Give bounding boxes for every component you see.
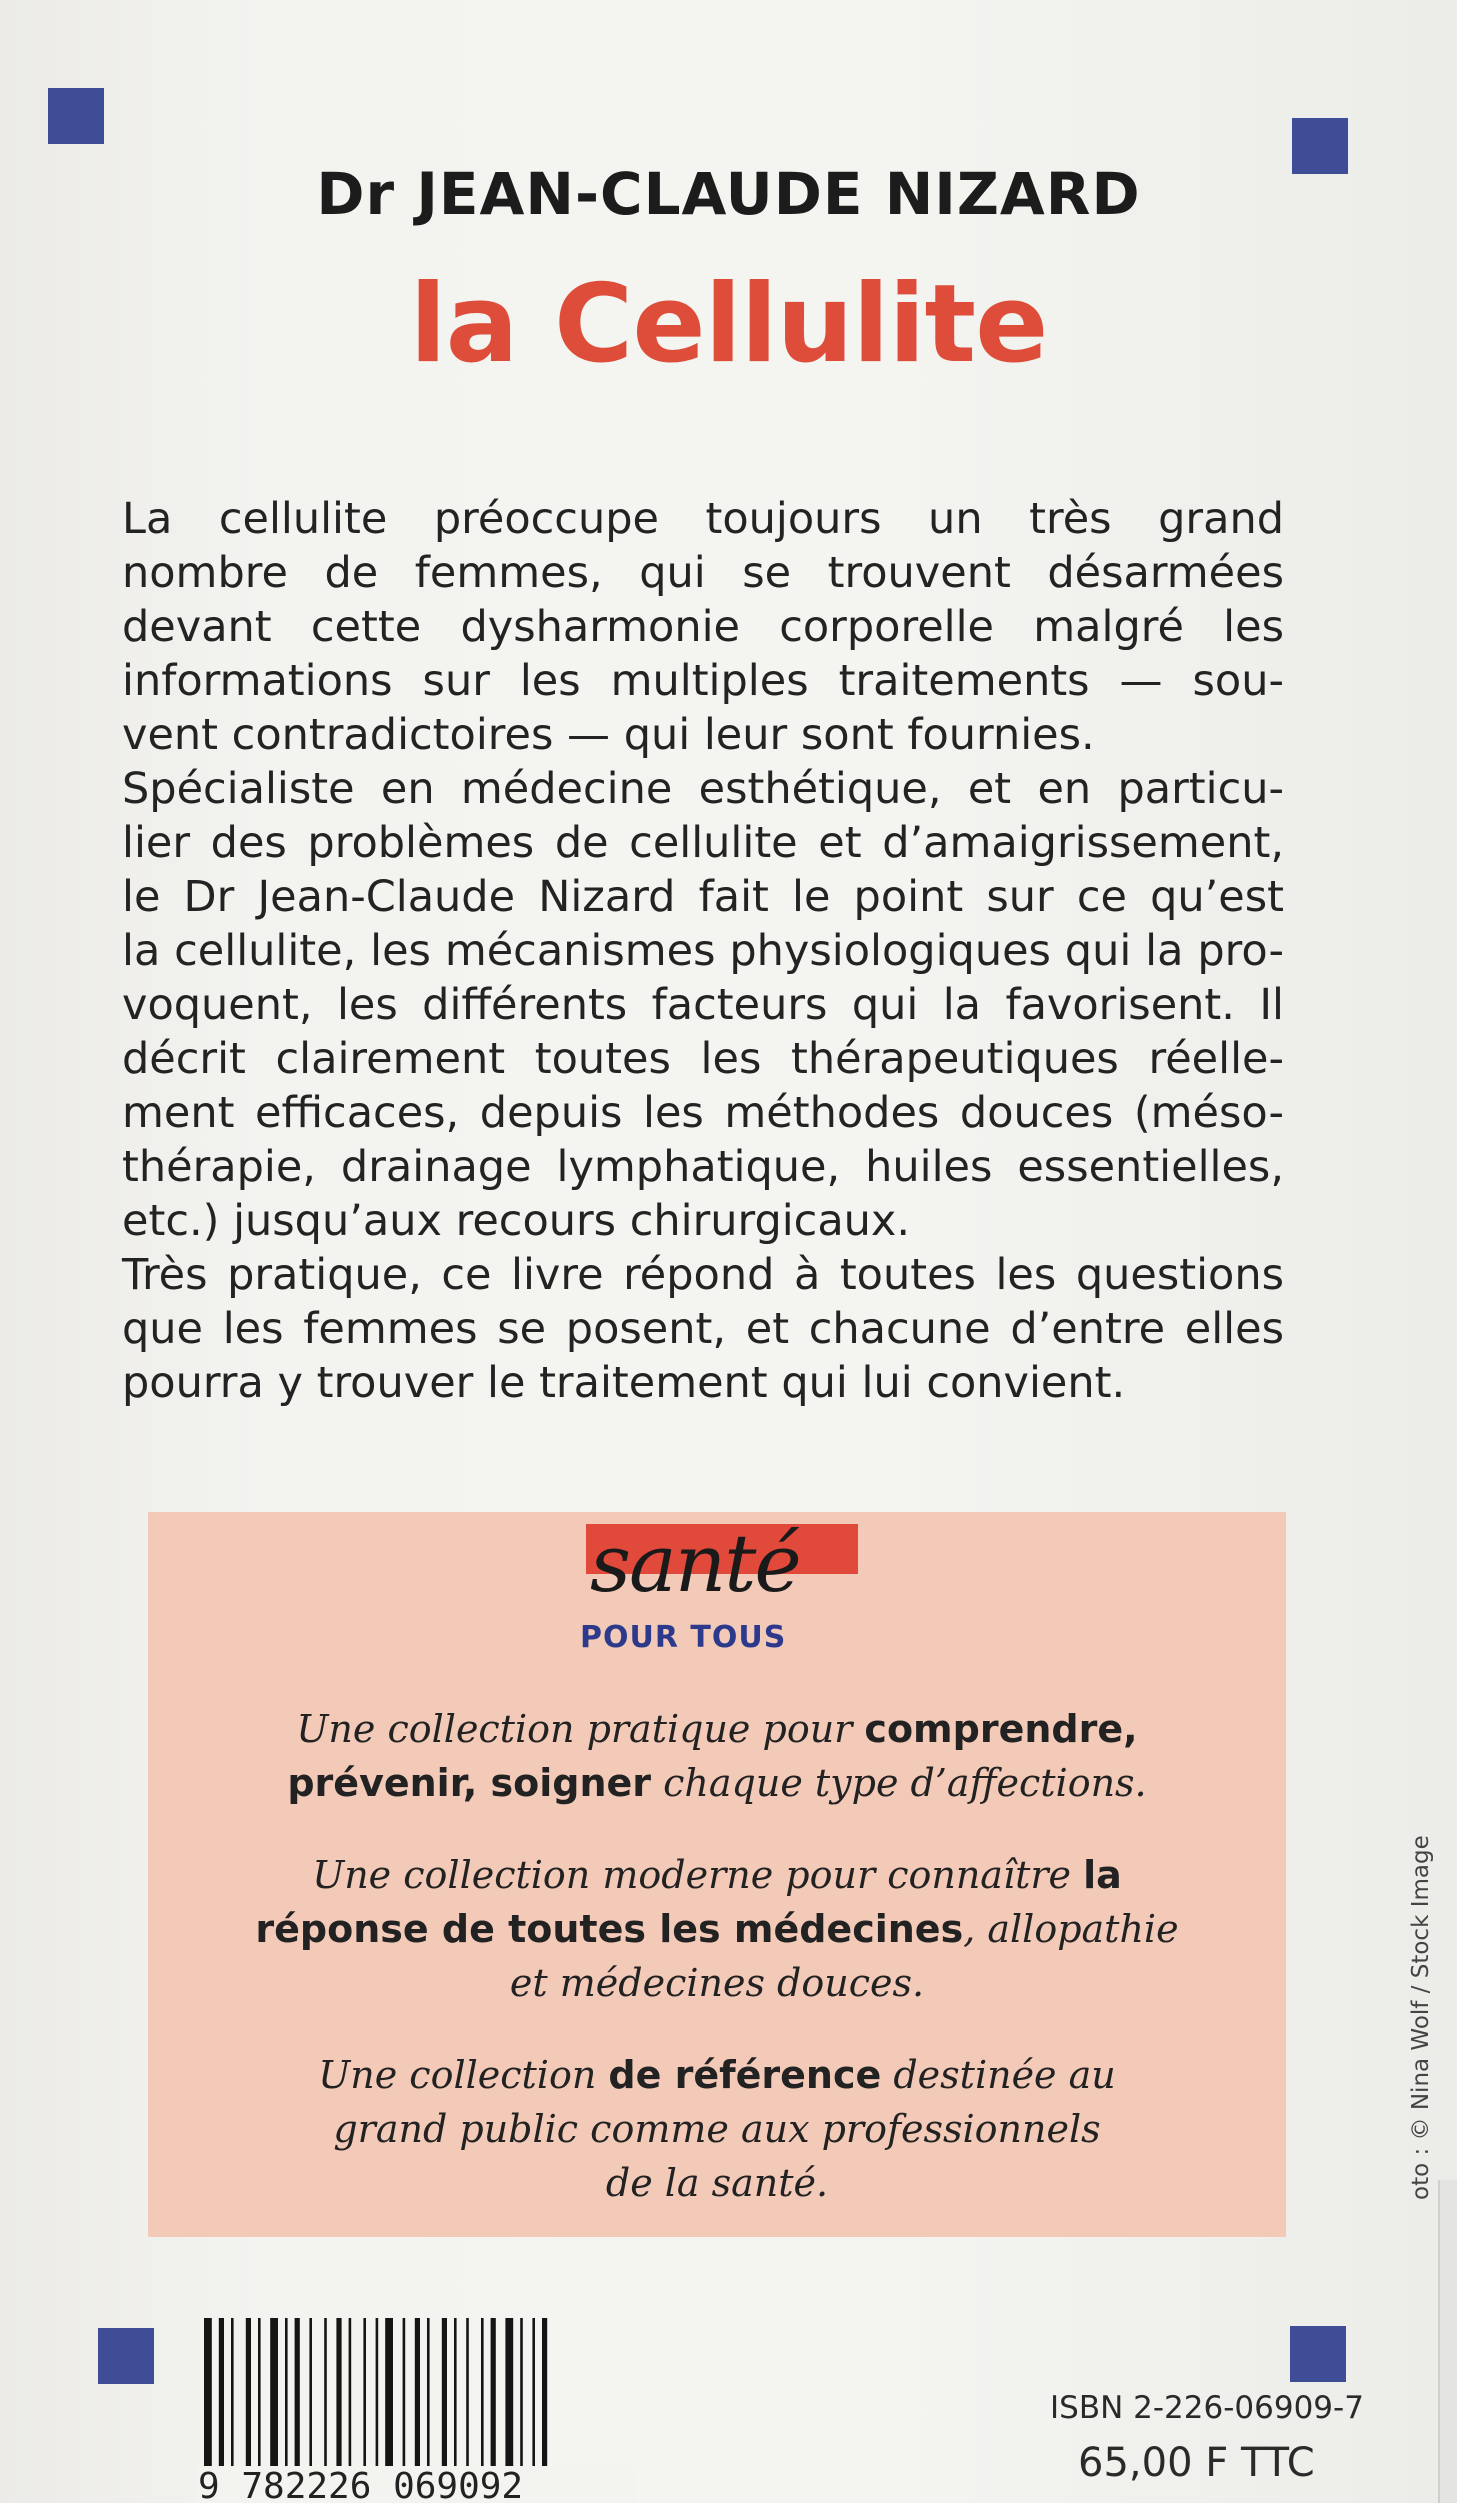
description-line: etc.) jusqu’aux recours chirurgicaux. (122, 1196, 911, 1246)
photo-credit: oto : © Nina Wolf / Stock Image (1408, 1835, 1434, 2200)
corner-square-top-left (48, 88, 104, 144)
description-line: vent contradictoires — qui leur sont fournies. (122, 710, 1095, 760)
author-name: Dr JEAN-CLAUDE NIZARD (316, 160, 1141, 228)
barcode (196, 2318, 636, 2503)
description-line: que les femmes se posent, et chacune d’entre elles (122, 1304, 1284, 1354)
collection-paragraph-3: Une collection de référence destinée au grand public comme aux professionnels de la santé. (318, 2053, 1116, 2205)
description-line: La cellulite préoccupe toujours un très grand (122, 494, 1284, 544)
corner-square-bottom-left (98, 2328, 154, 2384)
description-line: devant cette dysharmonie corporelle malgré les (122, 602, 1284, 652)
description-line: lier des problèmes de cellulite et d’amaigrissement, (122, 818, 1284, 868)
description-line: informations sur les multiples traitements — sou- (122, 656, 1284, 706)
description (122, 492, 1284, 1410)
barcode-digits: 9 782226 069092 (198, 2466, 524, 2503)
corner-square-bottom-right (1290, 2326, 1346, 2382)
collection-box (148, 1512, 1286, 2237)
collection-paragraph-2: Une collection moderne pour connaître la réponse de toutes les médecines, allopathie et médecines douces. (255, 1853, 1179, 2005)
description-line: décrit clairement toutes les thérapeutiques réelle- (122, 1034, 1284, 1084)
isbn: ISBN 2-226-06909-7 (1050, 2390, 1364, 2426)
description-line: Spécialiste en médecine esthétique, et en particu- (122, 764, 1284, 814)
description-line: le Dr Jean-Claude Nizard fait le point sur ce qu’est (122, 872, 1284, 922)
description-line: ment efficaces, depuis les méthodes douces (méso- (122, 1088, 1284, 1138)
price: 65,00 F TTC (1078, 2440, 1315, 2486)
price-sticker-edge (1438, 2180, 1457, 2503)
collection-logo: santé (590, 1517, 800, 1610)
book-title: la Cellulite (409, 262, 1048, 387)
description-line: pourra y trouver le traitement qui lui convient. (122, 1358, 1126, 1408)
description-line: thérapie, drainage lymphatique, huiles essentielles, (122, 1142, 1284, 1192)
description-line: voquent, les différents facteurs qui la favorisent. Il (122, 980, 1284, 1030)
description-line: Très pratique, ce livre répond à toutes les questions (122, 1250, 1284, 1300)
description-line: nombre de femmes, qui se trouvent désarmées (122, 548, 1284, 598)
collection-logo-subtitle: POUR TOUS (580, 1620, 787, 1655)
collection-paragraph-1: Une collection pratique pour comprendre, prévenir, soigner chaque type d’affections. (287, 1707, 1147, 1805)
description-line: la cellulite, les mécanismes physiologiques qui la pro- (122, 926, 1284, 976)
